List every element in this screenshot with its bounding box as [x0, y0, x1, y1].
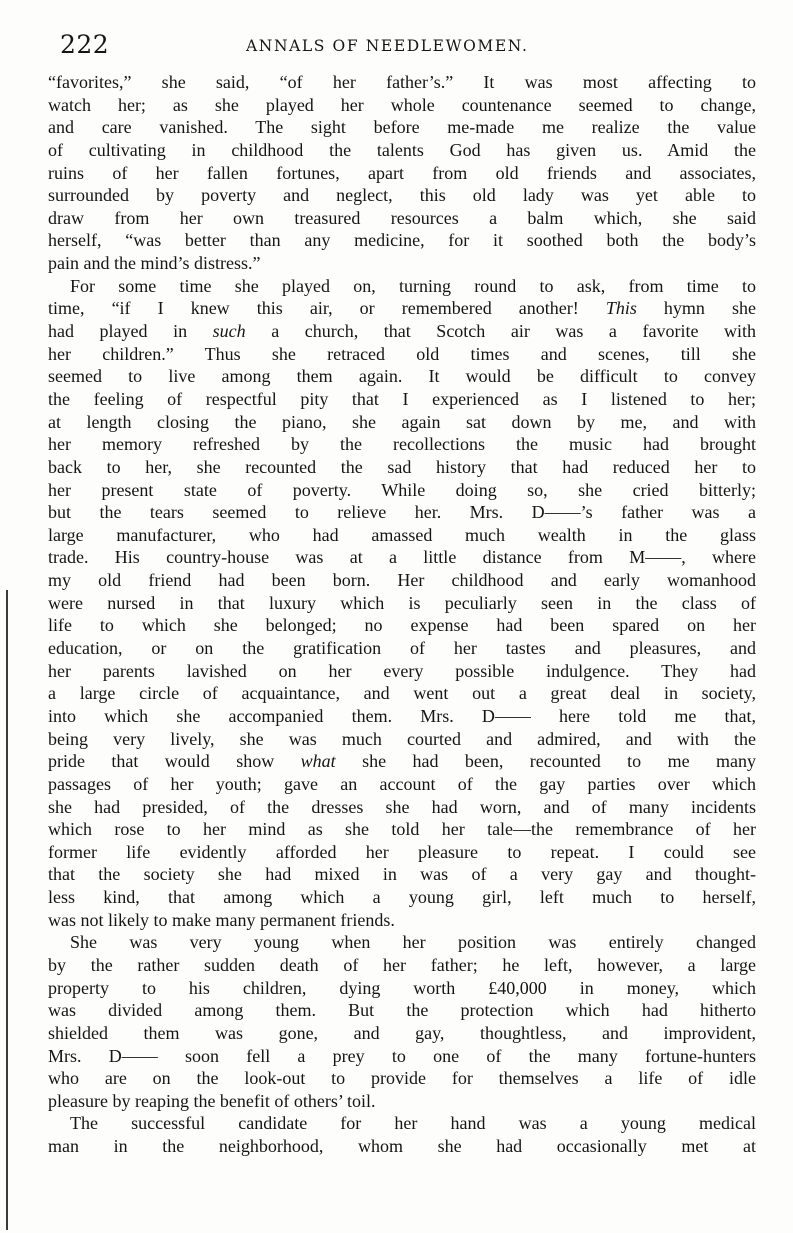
text-run: by the rather sudden death of her father; he left, however, a large: [48, 954, 756, 975]
text-line: [48, 139, 756, 162]
text-line: [48, 1022, 756, 1045]
text-run: time, “if I knew this air, or remembered another!: [48, 298, 606, 319]
text-run: surrounded by poverty and neglect, this old lady was yet able to: [48, 185, 756, 206]
text-run: the feeling of respectful pity that I experienced as I listened to her;: [48, 388, 756, 409]
running-title: ANNALS OF NEEDLEWOMEN.: [246, 37, 529, 55]
text-line: [48, 479, 756, 502]
text-line: [48, 796, 756, 819]
text-line: [48, 275, 756, 298]
text-line: [48, 162, 756, 185]
text-run: being very lively, she was much courted and admired, and with the: [48, 728, 756, 749]
text-run: Mrs. D—— soon fell a prey to one of the many fortune-hunters: [48, 1045, 756, 1066]
italic-word: what: [300, 751, 336, 772]
italic-word: This: [605, 298, 637, 319]
text-line: [48, 773, 756, 796]
text-line: [48, 660, 756, 683]
body-text: [48, 71, 756, 1158]
text-line: [48, 886, 756, 909]
text-line: [48, 1067, 756, 1090]
text-line: [48, 954, 756, 977]
text-run: She was very young when her position was entirely changed: [70, 932, 756, 953]
text-line: [48, 841, 756, 864]
text-run: a church, that Scotch air was a favorite with: [245, 321, 756, 342]
text-line: [48, 592, 756, 615]
text-run: was not likely to make many permanent friends.: [48, 909, 395, 930]
text-run: had played in: [48, 321, 213, 342]
text-line: [48, 524, 756, 547]
text-run: at length closing the piano, she again sat down by me, and with: [48, 411, 756, 432]
text-run: and care vanished. The sight before me-made me realize the value: [48, 117, 756, 138]
text-line: [48, 546, 756, 569]
text-run: pride that would show: [48, 751, 301, 772]
text-line: [48, 728, 756, 751]
text-line: [48, 297, 756, 320]
text-line: [48, 1045, 756, 1068]
text-line: [48, 1112, 756, 1135]
text-line: [48, 116, 756, 139]
text-run: passages of her youth; gave an account of the gay parties over which: [48, 773, 756, 794]
text-run: who are on the look-out to provide for themselves a life of idle: [48, 1068, 756, 1089]
text-line: [48, 71, 756, 94]
text-line: [48, 229, 756, 252]
text-run: education, or on the gratification of her tastes and pleasures, and: [48, 638, 756, 659]
text-run: a large circle of acquaintance, and went out a great deal in society,: [48, 683, 756, 704]
text-line: [48, 184, 756, 207]
text-run: her memory refreshed by the recollections the music had brought: [48, 434, 756, 455]
page-edge-rule: [6, 590, 8, 1230]
text-run: seemed to live among them again. It would be difficult to convey: [48, 366, 756, 387]
text-run: her parents lavished on her every possible indulgence. They had: [48, 660, 756, 681]
page-number: 222: [60, 30, 110, 59]
text-line: [48, 614, 756, 637]
text-line: [48, 343, 756, 366]
text-run: “favorites,” she said, “of her father’s.” It was most affecting to: [48, 72, 756, 92]
page-header: [48, 30, 748, 58]
text-line: [48, 999, 756, 1022]
text-run: into which she accompanied them. Mrs. D—— here told me that,: [48, 705, 756, 726]
text-run: which rose to her mind as she told her tale—the remembrance of her: [48, 819, 756, 840]
text-run: her present state of poverty. While doing so, she cried bitterly;: [48, 479, 756, 500]
text-line: [48, 1090, 756, 1113]
text-line: [48, 320, 756, 343]
text-line: [48, 433, 756, 456]
text-run: pain and the mind’s distress.”: [48, 253, 261, 274]
text-run: my old friend had been born. Her childhood and early womanhood: [48, 570, 756, 591]
text-run: draw from her own treasured resources a balm which, she said: [48, 207, 756, 228]
text-line: [48, 750, 756, 773]
text-run: herself, “was better than any medicine, for it soothed both the body’s: [48, 230, 756, 251]
text-line: [48, 637, 756, 660]
text-run: trade. His country-house was at a little distance from M——, where: [48, 547, 756, 568]
text-line: [48, 1135, 756, 1158]
text-run: property to his children, dying worth £40,000 in money, which: [48, 977, 756, 998]
text-run: her children.” Thus she retraced old times and scenes, till she: [48, 343, 756, 364]
text-run: were nursed in that luxury which is peculiarly seen in the class of: [48, 592, 756, 613]
text-run: For some time she played on, turning round to ask, from time to: [70, 275, 756, 296]
text-run: back to her, she recounted the sad history that had reduced her to: [48, 456, 756, 477]
text-run: of cultivating in childhood the talents God has given us. Amid the: [48, 139, 756, 160]
text-line: [48, 501, 756, 524]
text-run: watch her; as she played her whole countenance seemed to change,: [48, 94, 756, 115]
text-line: [48, 705, 756, 728]
text-line: [48, 931, 756, 954]
text-line: [48, 456, 756, 479]
text-run: that the society she had mixed in was of a very gay and thought-: [48, 864, 756, 885]
text-run: but the tears seemed to relieve her. Mrs. D——’s father was a: [48, 502, 756, 523]
text-line: [48, 682, 756, 705]
italic-word: such: [212, 321, 246, 342]
text-run: man in the neighborhood, whom she had occasionally met at: [48, 1136, 756, 1157]
text-line: [48, 818, 756, 841]
text-run: pleasure by reaping the benefit of others’ toil.: [48, 1090, 376, 1111]
text-run: she had presided, of the dresses she had worn, and of many incidents: [48, 796, 756, 817]
text-run: life to which she belonged; no expense had been spared on her: [48, 615, 756, 636]
text-run: was divided among them. But the protection which had hitherto: [48, 1000, 756, 1021]
text-line: [48, 909, 756, 932]
text-run: she had been, recounted to me many: [335, 751, 757, 772]
text-line: [48, 207, 756, 230]
text-line: [48, 94, 756, 117]
text-run: shielded them was gone, and gay, thoughtless, and improvident,: [48, 1022, 756, 1043]
text-line: [48, 569, 756, 592]
text-line: [48, 411, 756, 434]
text-line: [48, 977, 756, 1000]
text-line: [48, 252, 756, 275]
text-line: [48, 863, 756, 886]
text-run: large manufacturer, who had amassed much wealth in the glass: [48, 524, 756, 545]
text-line: [48, 388, 756, 411]
text-run: former life evidently afforded her pleasure to repeat. I could see: [48, 841, 756, 862]
text-run: The successful candidate for her hand was a young medical: [70, 1113, 756, 1134]
text-run: less kind, that among which a young girl, left much to herself,: [48, 887, 756, 908]
text-line: [48, 365, 756, 388]
text-run: hymn she: [636, 298, 757, 319]
text-run: ruins of her fallen fortunes, apart from old friends and associates,: [48, 162, 756, 183]
